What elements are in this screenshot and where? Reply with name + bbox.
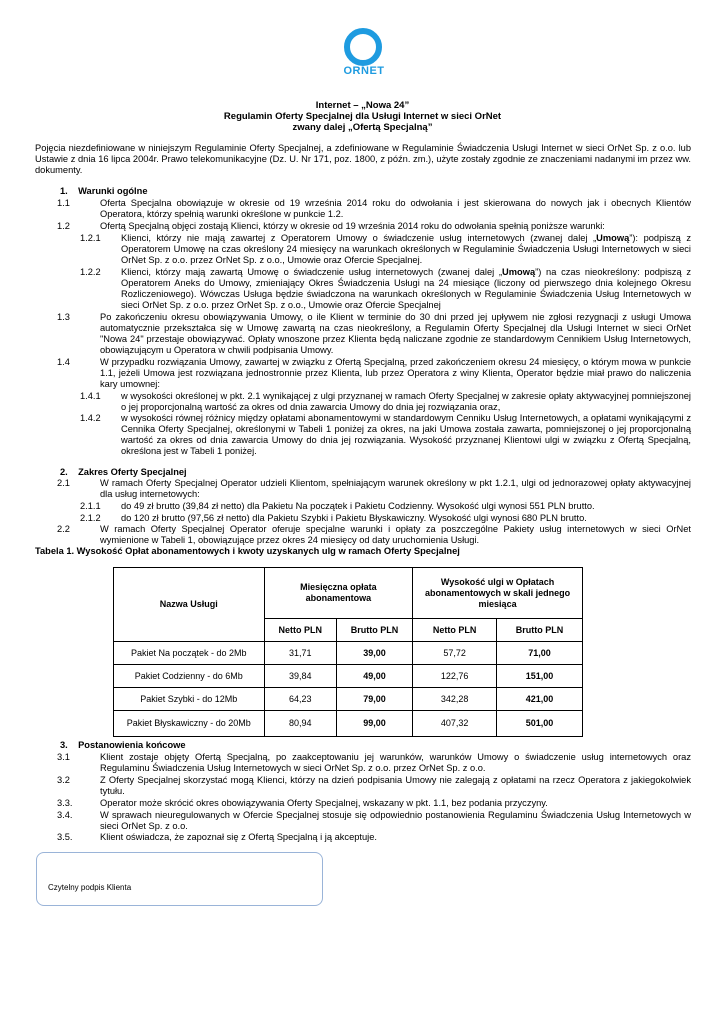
- table-caption: Tabela 1. Wysokość Opłat abonamentowych i kwoty uzyskanych ulg w ramach Oferty Specjalnej: [35, 546, 460, 556]
- clause-number: 1.1: [57, 198, 70, 208]
- clause-1-3: Po zakończeniu okresu obowiązywania Umowy, o ile Klient w terminie do 30 dni przed jej upływem nie zgłosi rezygnacji z usługi Umowa automatycznie przekształca się w Umowę zawartą na czas nieokreślony, a Regulamin Oferty Specjalnej dla Usługi Internet w sieci OrNet "Nowa 24" przestaje obowiązywać. Opłaty wnoszone przez Klienta będą naliczane zgodnie ze standardowym Cennikiem Usług Internetowych, obowiązującym u Operatora w chwili podpisania Umowy.: [100, 312, 691, 355]
- clause-1-4-2: w wysokości równej różnicy między opłatami abonamentowymi w standardowym Cenniku Usług Internetowych, a opłatami wynikającymi z Cennika Oferty Specjalnej, określonymi w Tabeli 1 poniżej za okres, na jaki Umowa została zawarta, pomniejszonej o jej proporcjonalną wartość za okres od dnia zawarcia Umowy do dnia jej rozwiązania. Wysokość przyznanej Klientowi ulgi w związku z Ofertą Specjalną, określona jest w Tabeli 1 poniżej.: [121, 413, 691, 456]
- discount-brutto: 421,00: [497, 688, 583, 711]
- table-row: [114, 688, 583, 711]
- service-name: Pakiet Szybki - do 12Mb: [114, 688, 265, 711]
- column-header-fee-brutto: Brutto PLN: [336, 619, 412, 642]
- clause-number: 3.5.: [57, 832, 73, 842]
- clause-2-1: W ramach Oferty Specjalnej Operator udzieli Klientom, spełniającym warunek określony w pkt 1.2.1, ulgi od jednorazowej opłaty aktywacyjnej dla usług internetowych:: [100, 478, 691, 499]
- discount-brutto: 151,00: [497, 665, 583, 688]
- clause-1-4-1: w wysokości określonej w pkt. 2.1 wynikającej z ulgi przyznanej w ramach Oferty Specjalnej w zakresie opłaty aktywacyjnej pomniejszonej o jej proporcjonalną wartość za okres od dnia zawarcia Umowy do dnia jej rozwiązania oraz,: [121, 391, 691, 412]
- clause-3-3: Operator może skrócić okres obowiązywania Oferty Specjalnej, wskazany w pkt. 1.1, bez podania przyczyny.: [100, 798, 548, 808]
- table-row: [114, 711, 583, 737]
- clause-1-2-1: Klienci, którzy nie mają zawartej z Operatorem Umowy o świadczenie usług internetowych (zwanej dalej „Umową”): podpiszą z Operatorem Umowę na czas określony 24 miesięcy na warunkach określonych w Regulaminie Świadczenia Usługi Internetowych w sieci OrNet Sp. z o.o. przez OrNet Sp. z o.o., Umowie oraz Ofercie Specjalnej.: [121, 233, 691, 265]
- clause-number: 1.4.2: [80, 413, 101, 423]
- discount-netto: 407,32: [413, 711, 497, 737]
- fee-brutto: 79,00: [336, 688, 412, 711]
- clause-number: 2.1.1: [80, 501, 101, 511]
- fee-brutto: 49,00: [336, 665, 412, 688]
- clause-number: 3.1: [57, 752, 70, 762]
- discount-netto: 342,28: [413, 688, 497, 711]
- signature-label: Czytelny podpis Klienta: [48, 883, 132, 892]
- column-group-discount: Wysokość ulgi w Opłatach abonamentowych w skali jednego miesiąca: [413, 568, 583, 619]
- table-row: [114, 642, 583, 665]
- column-header-fee-netto: Netto PLN: [264, 619, 336, 642]
- fee-brutto: 99,00: [336, 711, 412, 737]
- section-1-title: Warunki ogólne: [78, 186, 148, 196]
- document-title-line3: zwany dalej „Ofertą Specjalną”: [292, 122, 433, 133]
- clause-number: 3.3.: [57, 798, 73, 808]
- clause-number: 2.1: [57, 478, 70, 488]
- clause-1-2: Ofertą Specjalną objęci zostają Klienci, którzy w okresie od 19 września 2014 roku do odwołania spełnią poniższe warunki:: [100, 221, 605, 231]
- service-name: Pakiet Na początek - do 2Mb: [114, 642, 265, 665]
- clause-3-1: Klient zostaje objęty Ofertą Specjalną, po zaakceptowaniu jej warunków, warunków Umowy o świadczenie usług internetowych oraz Regulaminu Świadczenia Usług Internetowych w sieci OrNet Sp. z o.o. przez OrNet Sp. z o.o.: [100, 752, 691, 773]
- clause-number: 2.2: [57, 524, 70, 534]
- discount-netto: 57,72: [413, 642, 497, 665]
- table-row: [114, 665, 583, 688]
- clause-number: 1.4: [57, 357, 70, 367]
- fee-netto: 80,94: [264, 711, 336, 737]
- section-1-heading: [60, 186, 148, 197]
- intro-paragraph: Pojęcia niezdefiniowane w niniejszym Regulaminie Oferty Specjalnej, a zdefiniowane w Regulaminie Świadczenia Usługi Internet w sieci OrNet Sp. z o.o. lub Ustawie z dnia 16 lipca 2004r. Prawo telekomunikacyjne (Dz. U. Nr 171, poz. 1800, z późn. zm.), użyte zostały zgodnie ze znaczeniami nadanymi im przez ww. dokumenty.: [35, 143, 691, 175]
- clause-3-5: Klient oświadcza, że zapoznał się z Ofertą Specjalną i ją akceptuje.: [100, 832, 377, 842]
- clause-number: 1.3: [57, 312, 70, 322]
- fee-netto: 31,71: [264, 642, 336, 665]
- section-3-heading: [60, 740, 186, 751]
- fee-brutto: 39,00: [336, 642, 412, 665]
- clause-number: 1.2.2: [80, 267, 101, 277]
- discount-brutto: 71,00: [497, 642, 583, 665]
- fee-netto: 64,23: [264, 688, 336, 711]
- column-header-discount-netto: Netto PLN: [413, 619, 497, 642]
- section-2-number: 2.: [60, 467, 68, 477]
- column-header-service: Nazwa Usługi: [114, 568, 265, 642]
- clause-number: 1.2.1: [80, 233, 101, 243]
- ornet-logo-text: ORNET: [343, 65, 385, 77]
- column-group-monthly-fee: Miesięczna opłata abonamentowa: [264, 568, 413, 619]
- clause-2-2: W ramach Oferty Specjalnej Operator oferuje specjalne warunki i opłaty za poszczególne Pakiety usług internetowych w sieci OrNet wymienione w Tabeli 1, obowiązujące przez okres 24 miesięcy od daty uruchomienia Usługi.: [100, 524, 691, 545]
- clause-1-2-2: Klienci, którzy mają zawartą Umowę o świadczenie usług internetowych (zwanej dalej „Umową”) na czas nieokreślony: podpiszą z Operatorem Aneks do Umowy, zmieniający Okres Świadczenia Usługi na 24 miesiące (liczony od pierwszego dnia kolejnego Okresu Rozliczeniowego). Wówczas Usługa będzie świadczona na warunkach określonych w Regulaminie Świadczenia Usług Internetowych w sieci OrNet Sp. z o.o. przez OrNet Sp. z o.o., Umowie oraz Ofercie Specjalnej: [121, 267, 691, 310]
- clause-2-1-1: do 49 zł brutto (39,84 zł netto) dla Pakietu Na początek i Pakietu Codzienny. Wysokość ulgi wynosi 551 PLN brutto.: [121, 501, 595, 511]
- document-title-line1: Internet – „Nowa 24”: [315, 100, 410, 111]
- document-title-line2: Regulamin Oferty Specjalnej dla Usługi Internet w sieci OrNet: [223, 111, 502, 122]
- section-3-number: 3.: [60, 740, 68, 750]
- clause-number: 1.2: [57, 221, 70, 231]
- section-1-number: 1.: [60, 186, 68, 196]
- fee-netto: 39,84: [264, 665, 336, 688]
- service-name: Pakiet Błyskawiczny - do 20Mb: [114, 711, 265, 737]
- clause-number: 2.1.2: [80, 513, 101, 523]
- clause-3-4: W sprawach nieuregulowanych w Ofercie Specjalnej stosuje się odpowiednio postanowienia Regulaminu Świadczenia Usług Internetowych w sieci OrNet Sp. z o.o.: [100, 810, 691, 831]
- section-3-title: Postanowienia końcowe: [78, 740, 186, 750]
- fees-table: [113, 567, 583, 737]
- discount-brutto: 501,00: [497, 711, 583, 737]
- clause-number: 3.4.: [57, 810, 73, 820]
- clause-number: 3.2: [57, 775, 70, 785]
- service-name: Pakiet Codzienny - do 6Mb: [114, 665, 265, 688]
- clause-number: 1.4.1: [80, 391, 101, 401]
- clause-1-4: W przypadku rozwiązania Umowy, zawartej w związku z Ofertą Specjalną, przed zakończeniem okresu 24 miesięcy, o którym mowa w punkcie 1.1, jeżeli Umowa jest rozwiązana jednostronnie przez Klienta, lub przez Operatora z winy Klienta, Operator będzie miał prawo do naliczenia kary umownej:: [100, 357, 691, 389]
- clause-2-1-2: do 120 zł brutto (97,56 zł netto) dla Pakietu Szybki i Pakietu Błyskawiczny. Wysokość ulgi wynosi 680 PLN brutto.: [121, 513, 587, 523]
- signature-box[interactable]: [36, 852, 323, 906]
- column-header-discount-brutto: Brutto PLN: [497, 619, 583, 642]
- section-2-heading: [60, 467, 187, 478]
- ornet-logo-icon: [344, 28, 382, 66]
- clause-3-2: Z Oferty Specjalnej skorzystać mogą Klienci, którzy na dzień podpisania Umowy nie zalegają z opłatami na rzecz Operatora z jakiegokolwiek tytułu.: [100, 775, 691, 796]
- section-2-title: Zakres Oferty Specjalnej: [78, 467, 187, 477]
- clause-1-1: Oferta Specjalna obowiązuje w okresie od 19 września 2014 roku do odwołania i jest skierowana do nowych jak i obecnych Klientów Operatora, którzy spełnią warunki określone w punkcie 1.2.: [100, 198, 691, 219]
- discount-netto: 122,76: [413, 665, 497, 688]
